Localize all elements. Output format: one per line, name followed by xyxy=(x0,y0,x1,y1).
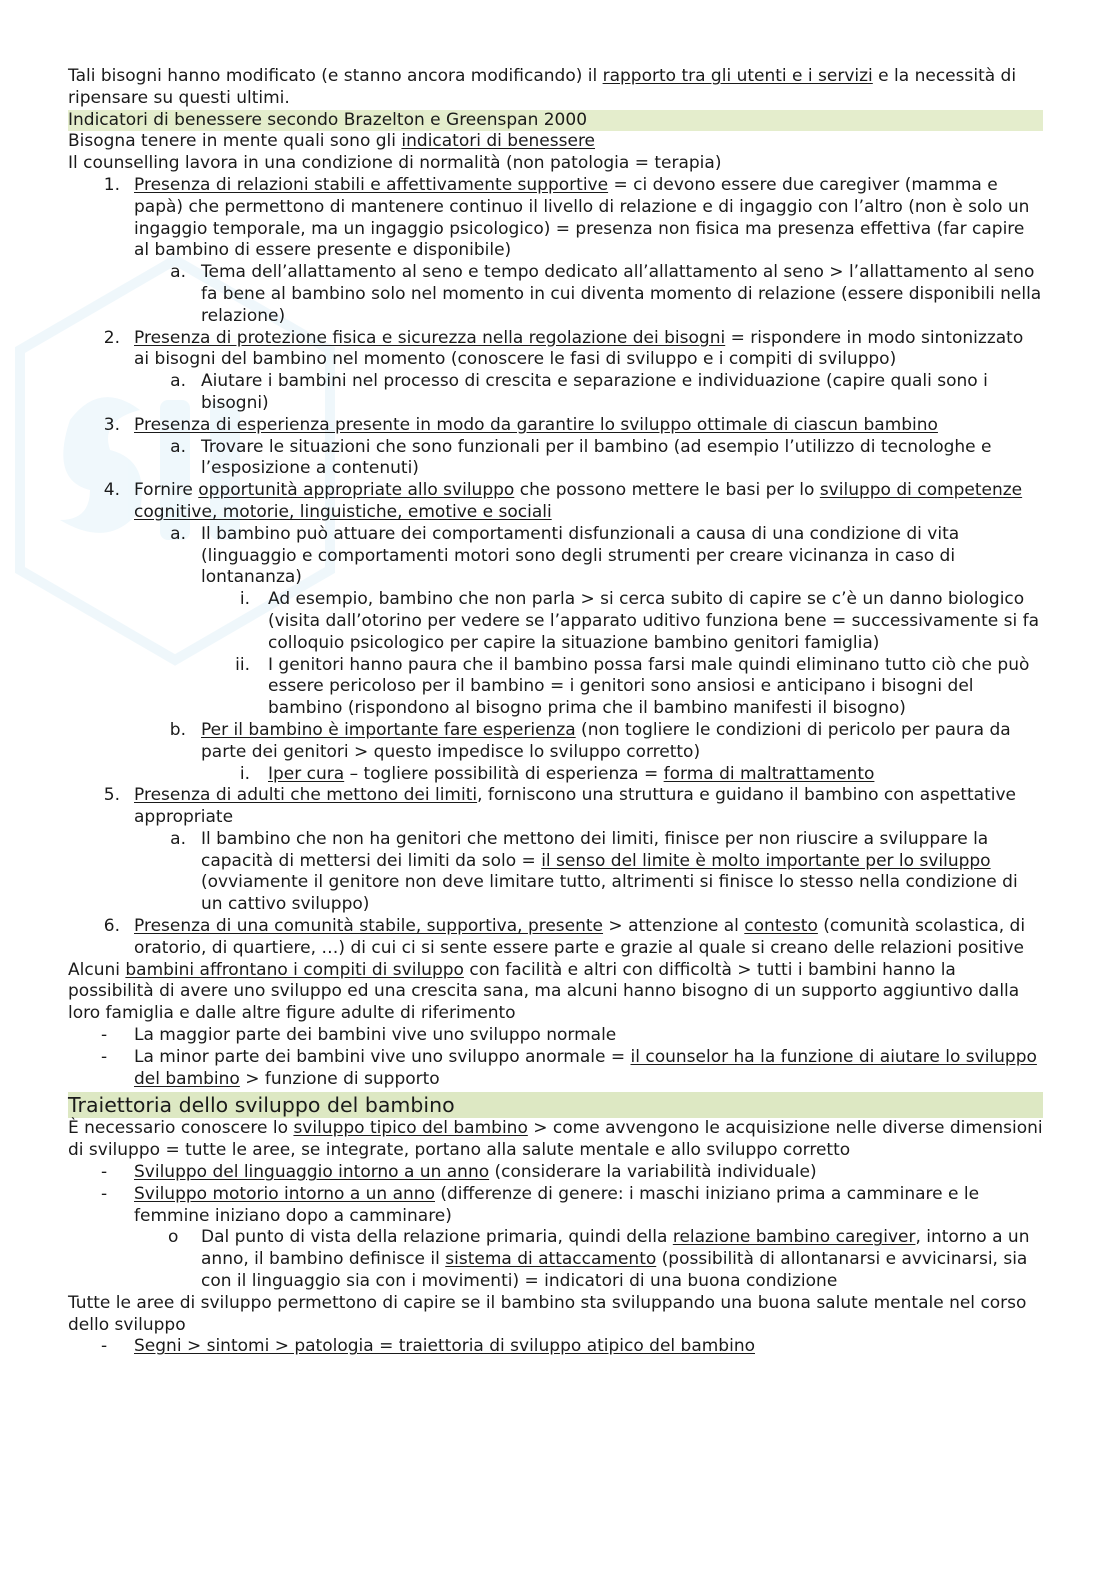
section-heading: Indicatori di benessere secondo Brazelton e Greenspan 2000 xyxy=(68,110,1043,132)
dash-item: - Sviluppo motorio intorno a un anno (differenze di genere: i maschi iniziano prima a camminare e le femmine iniziano dopo a camminare) xyxy=(101,1183,980,1226)
paragraph: Tutte le aree di sviluppo permettono di capire se il bambino sta sviluppando una buona salute mentale nel corso dello sviluppo xyxy=(68,1292,1027,1335)
numbered-item: 6. Presenza di una comunità stabile, supportiva, presente > attenzione al contesto (comunità scolastica, di oratorio, di quartiere, …) di cui ci si sente essere parte e grazie al quale si creano delle relazioni positive xyxy=(103,916,1026,958)
dash-item: - La maggior parte dei bambini vive uno sviluppo normale xyxy=(101,1025,617,1046)
numbered-item: 2. Presenza di protezione fisica e sicurezza nella regolazione dei bisogni = rispondere in modo sintonizzato ai bisogni del bambino nel momento (conoscere le fasi di sviluppo e i compiti di sviluppo) xyxy=(103,327,1024,370)
dash-item: - Segni > sintomi > patologia = traiettoria di sviluppo atipico del bambino xyxy=(101,1336,755,1357)
sub-sub-item: i. Iper cura – togliere possibilità di esperienza = forma di maltrattamento xyxy=(239,763,875,784)
numbered-item: 5. Presenza di adulti che mettono dei limiti, forniscono una struttura e guidano il bambino con aspettative appropriate xyxy=(103,785,1016,828)
dash-item: - La minor parte dei bambini vive uno sviluppo anormale = il counselor ha la funzione di aiutare lo sviluppo del bambino > funzione di supporto xyxy=(101,1046,1037,1089)
sub-item: a. Trovare le situazioni che sono funzionali per il bambino (ad esempio l’utilizzo di tecnologhe e l’esposizione a contenuti) xyxy=(170,436,992,479)
sub-item: a. Il bambino può attuare dei comportamenti disfunzionali a causa di una condizione di vita (linguaggio e comportamenti motori sono degli strumenti per creare vicinanza in caso di lontananza) xyxy=(170,523,960,588)
numbered-item: 3. Presenza di esperienza presente in modo da garantire lo sviluppo ottimale di ciascun bambino xyxy=(103,414,938,435)
numbered-item: 1. Presenza di relazioni stabili e affettivamente supportive = ci devono essere due caregiver (mamma e papà) che permettono di mantenere continuo il livello di relazione e di ingaggio con l’altro (non è solo un ingaggio temporale, ma un ingaggio psicologico) = presenza non fisica ma presenza effettiva (far capire al bambino di essere presente e disponibile) xyxy=(103,174,1030,261)
paragraph: È necessario conoscere lo sviluppo tipico del bambino > come avvengono le acquisizione nelle diverse dimensioni di sviluppo = tutte le aree, se integrate, portano alla salute mentale e allo sviluppo corretto xyxy=(68,1118,1043,1161)
sub-item: a. Aiutare i bambini nel processo di crescita e separazione e individuazione (capire quali sono i bisogni) xyxy=(170,371,988,413)
sub-item: a. Il bambino che non ha genitori che mettono dei limiti, finisce per non riuscire a sviluppare la capacità di mettersi dei limiti da solo = il senso del limite è molto importante per lo sviluppo (ovviamente il genitore non deve limitare tutto, altrimenti si finisce lo stesso nella condizione di un cattivo sviluppo) xyxy=(170,828,1018,915)
paragraph: Il counselling lavora in una condizione di normalità (non patologia = terapia) xyxy=(68,153,722,174)
dash-item: - Sviluppo del linguaggio intorno a un anno (considerare la variabilità individuale) xyxy=(101,1162,817,1183)
sub-sub-item: ii. I genitori hanno paura che il bambino possa farsi male quindi eliminano tutto ciò che può essere pericoloso per il bambino = i genitori sono ansiosi e anticipano i bisogni del bambino (rispondono al bisogno prima che il bambino manifesti il bisogno) xyxy=(235,654,1030,719)
section-heading: Traiettoria dello sviluppo del bambino xyxy=(68,1092,1043,1118)
document-body xyxy=(68,66,1043,1358)
sub-item: b. Per il bambino è importante fare esperienza (non togliere le condizioni di pericolo per paura da parte dei genitori > questo impedisce lo sviluppo corretto) xyxy=(169,719,1011,762)
paragraph: Alcuni bambini affrontano i compiti di sviluppo con facilità e altri con difficoltà > tutti i bambini hanno la possibilità di avere uno sviluppo ed una crescita sana, ma alcuni hanno bisogno di un supporto aggiuntivo dalla loro famiglia e dalle altre figure adulte di riferimento xyxy=(68,959,1020,1024)
circle-item: o Dal punto di vista della relazione primaria, quindi della relazione bambino caregiver, intorno a un anno, il bambino definisce il sistema di attaccamento (possibilità di allontanarsi e avvicinarsi, sia con il linguaggio sia con i movimenti) = indicatori di una buona condizione xyxy=(168,1227,1030,1292)
sub-sub-item: i. Ad esempio, bambino che non parla > si cerca subito di capire se c’è un danno biologico (visita dall’otorino per vedere se l’apparato uditivo funziona bene = successivamente si fa colloquio psicologico per capire la situazione bambino genitori famiglia) xyxy=(239,589,1039,653)
numbered-item: 4. Fornire opportunità appropriate allo sviluppo che possono mettere le basi per lo sviluppo di competenze cognitive, motorie, linguistiche, emotive e sociali xyxy=(103,480,1023,522)
paragraph: Bisogna tenere in mente quali sono gli indicatori di benessere xyxy=(68,131,596,152)
sub-item: a. Tema dell’allattamento al seno e tempo dedicato all’allattamento al seno > l’allattamento al seno fa bene al bambino solo nel momento in cui diventa momento di relazione (essere disponibili nella relazione) xyxy=(170,262,1042,326)
paragraph: Tali bisogni hanno modificato (e stanno ancora modificando) il rapporto tra gli utenti e i servizi e la necessità di ripensare su questi ultimi. xyxy=(68,66,1017,108)
